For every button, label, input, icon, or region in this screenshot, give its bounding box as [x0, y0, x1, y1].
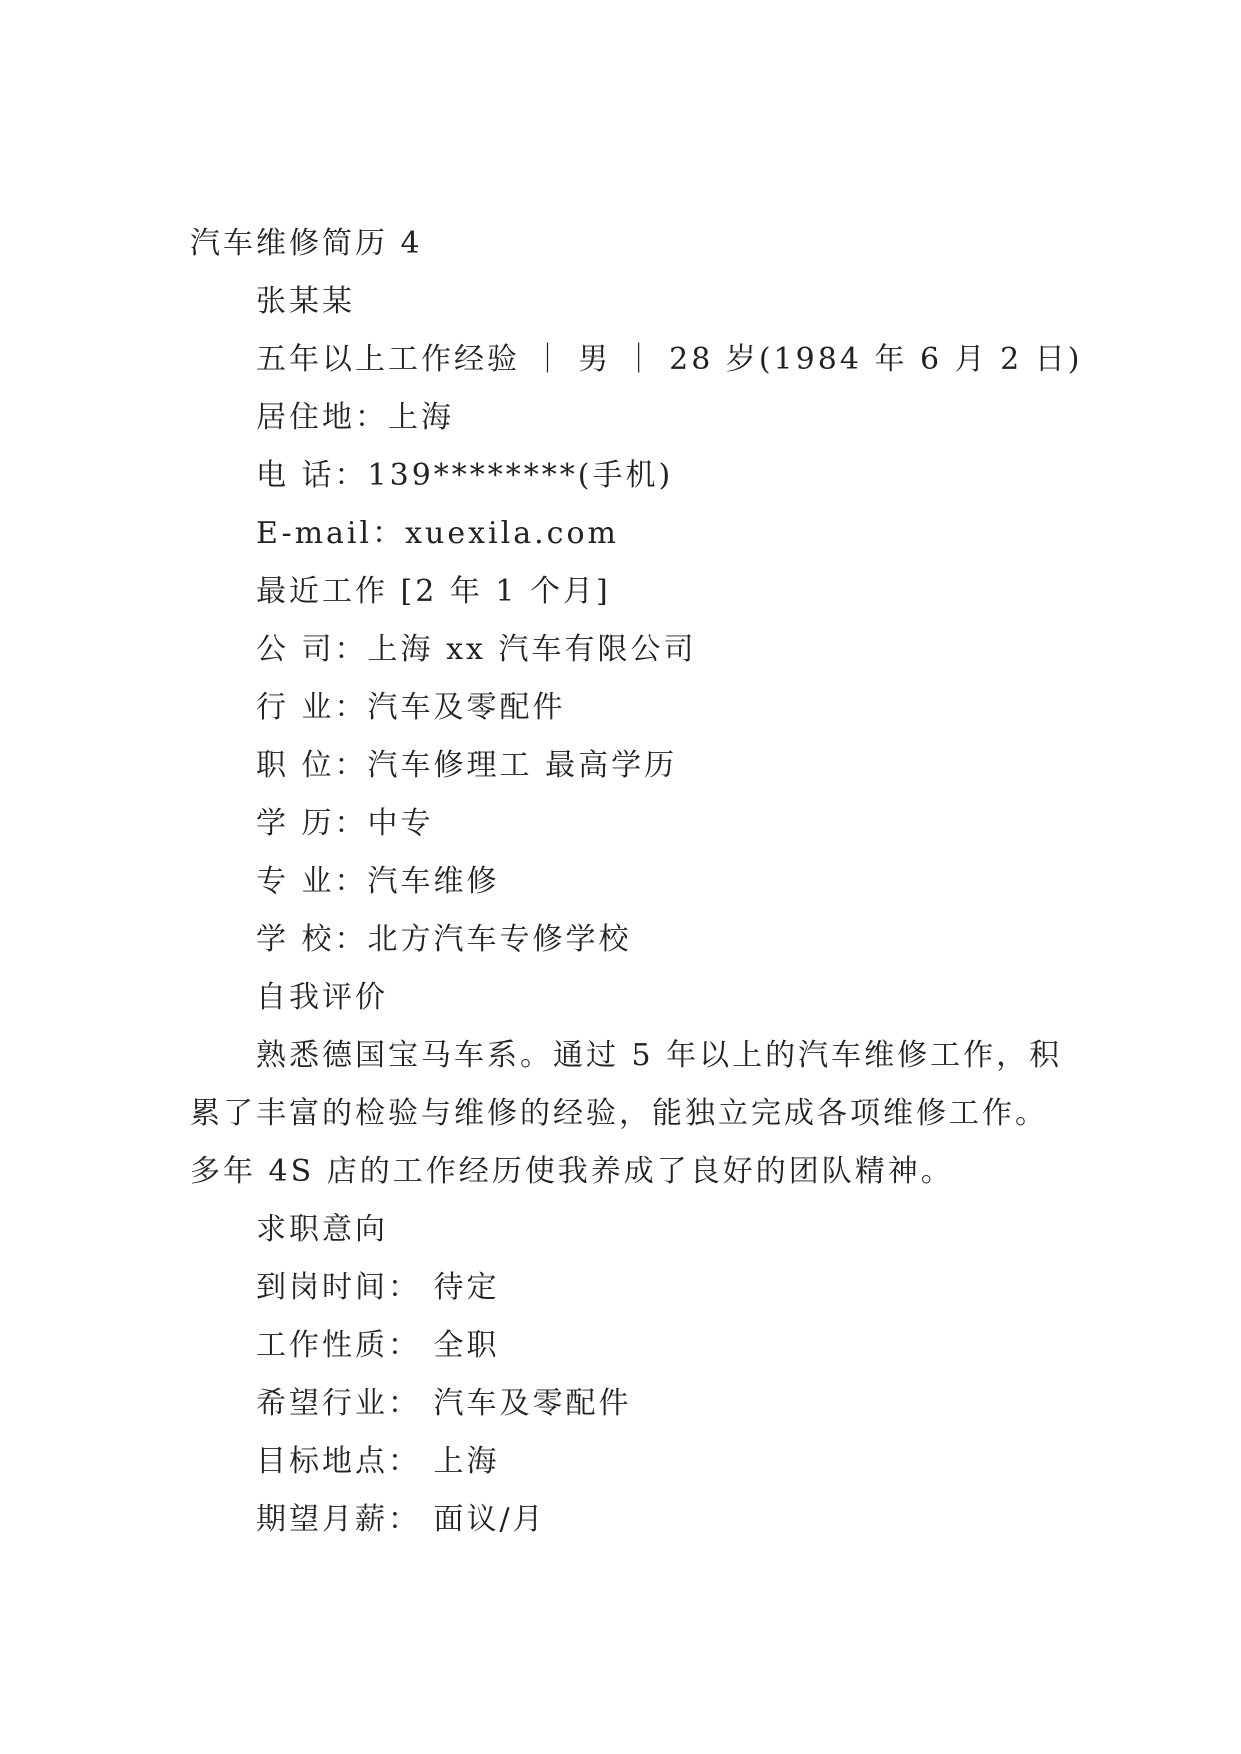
- expected-salary-line: 期望月薪： 面议/月: [256, 1502, 546, 1537]
- company-line: 公 司：上海 xx 汽车有限公司: [256, 632, 697, 667]
- start-time-line: 到岗时间： 待定: [256, 1270, 500, 1305]
- school-line: 学 校：北方汽车专修学校: [256, 922, 632, 957]
- major-line: 专 业：汽车维修: [256, 864, 500, 899]
- job-type-line: 工作性质： 全职: [256, 1328, 500, 1363]
- target-location-line: 目标地点： 上海: [256, 1444, 500, 1479]
- self-eval-line-3: 多年 4S 店的工作经历使我养成了良好的团队精神。: [190, 1154, 954, 1189]
- position-line: 职 位：汽车修理工 最高学历: [256, 748, 678, 783]
- recent-job-header: 最近工作 [2 年 1 个月]: [256, 574, 611, 609]
- phone-line: 电 话：139********(手机): [256, 458, 674, 493]
- industry-line: 行 业：汽车及零配件: [256, 690, 566, 725]
- education-level-line: 学 历：中专: [256, 806, 434, 841]
- self-eval-line-1: 熟悉德国宝马车系。通过 5 年以上的汽车维修工作，积: [256, 1038, 1063, 1073]
- email-line: E-mail：xuexila.com: [256, 516, 619, 551]
- candidate-name: 张某某: [256, 284, 355, 319]
- intent-header: 求职意向: [256, 1212, 388, 1247]
- self-eval-line-2: 累了丰富的检验与维修的经验，能独立完成各项维修工作。: [190, 1096, 1048, 1131]
- document-title: 汽车维修简历 4: [190, 226, 423, 261]
- self-eval-header: 自我评价: [256, 980, 388, 1015]
- summary-line: 五年以上工作经验 ｜ 男 ｜ 28 岁(1984 年 6 月 2 日): [256, 342, 1083, 377]
- residence-line: 居住地：上海: [256, 400, 454, 435]
- desired-industry-line: 希望行业： 汽车及零配件: [256, 1386, 632, 1421]
